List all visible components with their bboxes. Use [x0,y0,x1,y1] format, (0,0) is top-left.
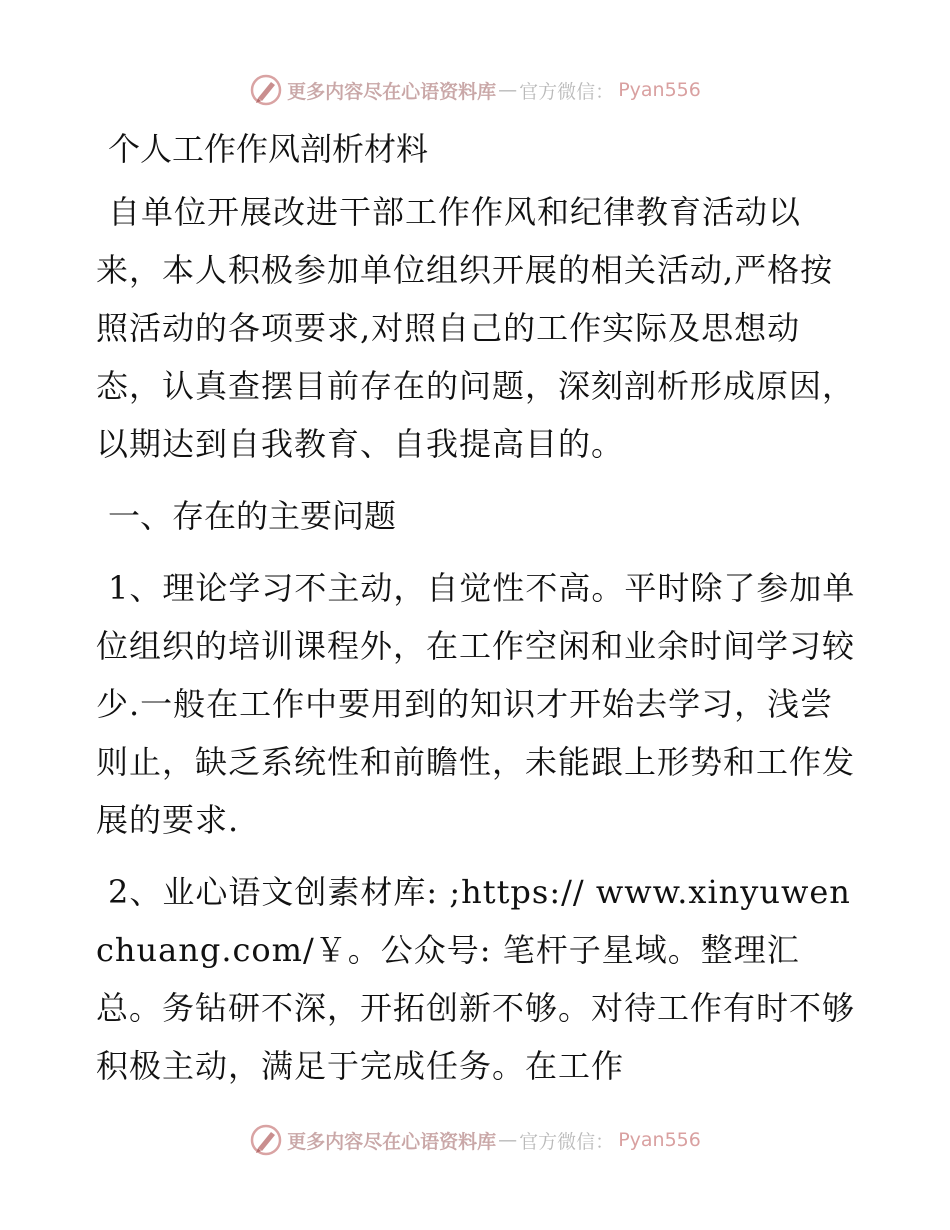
problem-item-1: 1、理论学习不主动，自觉性不高。平时除了参加单位组织的培训课程外，在工作空闲和业余时间学习较少.一般在工作中要用到的知识才开始去学习，浅尝则止，缺乏系统性和前瞻性，未能跟上形势和工作发展的要求. [96,569,856,839]
intro-paragraph: 自单位开展改进干部工作作风和纪律教育活动以来，本人积极参加单位组织开展的相关活动,严格按照活动的各项要求,对照自己的工作实际及思想动态，认真查摆目前存在的问题，深刻剖析形成原因，以期达到自我教育、自我提高目的。 [96,193,856,463]
problem-item-2: 2、业心语文创素材库: ;https:// www.xinyuwenchuang.com/￥。公众号: 笔杆子星域。整理汇总。务钻研不深，开拓创新不够。对待工作有时不够积极主动，满足于完成任务。在工作 [96,873,856,1085]
pen-logo-icon [249,73,283,107]
banner-main-text: 更多内容尽在心语资料库 [287,80,497,103]
banner-main-text: 更多内容尽在心语资料库 [287,1130,497,1153]
footer-watermark-banner [0,1120,950,1160]
section-heading: 一、存在的主要问题 [108,497,397,535]
header-watermark-banner [0,70,950,110]
pen-logo-icon [249,1123,283,1157]
banner-separator: — [498,79,518,101]
banner-wechat-label: 官方微信： [519,1130,615,1153]
page-title: 个人工作作风剖析材料 [108,130,429,168]
banner-wechat-account: Pyan556 [618,79,701,101]
document-body [96,120,856,1109]
banner-separator: — [498,1129,518,1151]
banner-wechat-account: Pyan556 [618,1129,701,1151]
banner-wechat-label: 官方微信： [519,80,615,103]
